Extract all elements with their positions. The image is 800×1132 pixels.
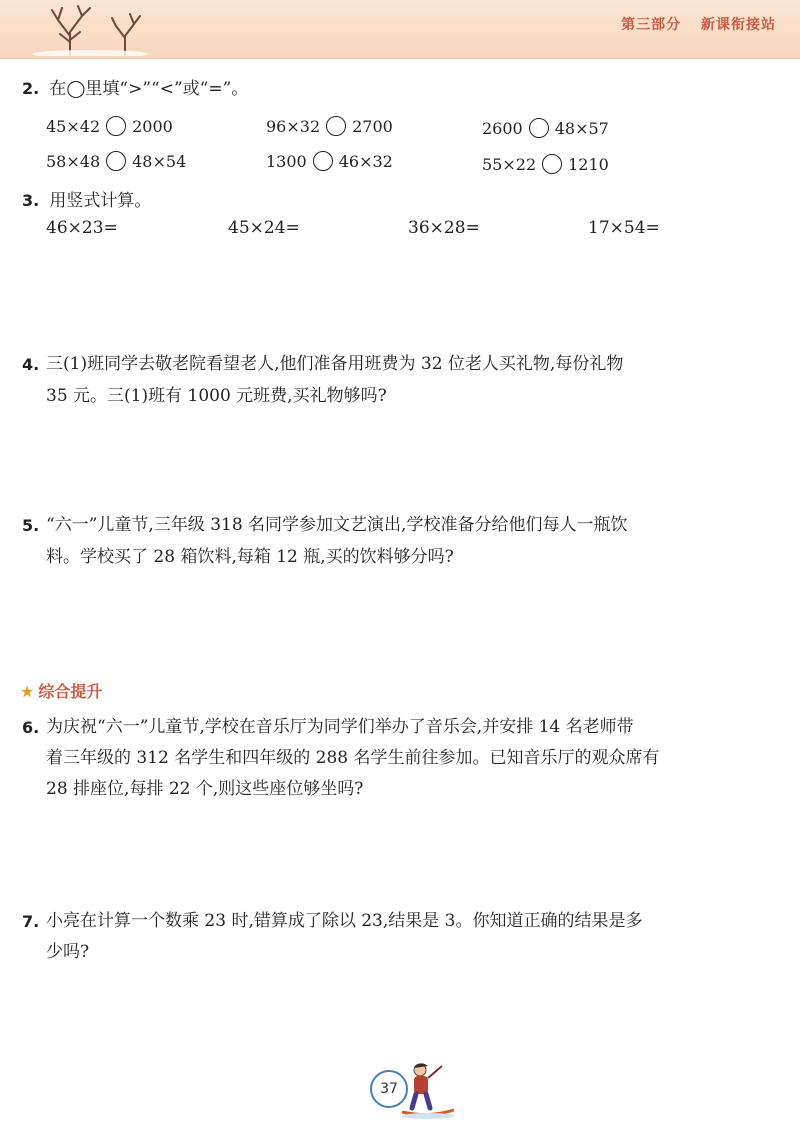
compare-item — [482, 154, 609, 174]
question-2-header — [22, 74, 248, 104]
question-text-line: 少吗? — [46, 942, 90, 962]
question-number: 3. — [22, 191, 40, 210]
compare-left: 55×22 — [482, 154, 537, 174]
compare-item — [46, 116, 173, 136]
compare-right: 46×32 — [338, 151, 393, 171]
question-text-line: 为庆祝“六一”儿童节,学校在音乐厅为同学们举办了音乐会,并安排 14 名老师带 — [46, 717, 634, 737]
question-text-line: 小亮在计算一个数乘 23 时,错算成了除以 23,结果是 3。你知道正确的结果是多 — [46, 911, 643, 931]
question-text-line: 料。学校买了 28 箱饮料,每箱 12 瓶,买的饮料够分吗? — [46, 547, 454, 567]
compare-right: 2000 — [132, 116, 173, 136]
question-text-line: “六一”儿童节,三年级 318 名同学参加文艺演出,学校准备分给他们每人一瓶饮 — [46, 515, 628, 535]
calc-item: 46×23= — [46, 218, 118, 238]
calc-item: 45×24= — [228, 218, 300, 238]
page-header — [0, 0, 800, 59]
question-text-line: 三(1)班同学去敬老院看望老人,他们准备用班费为 32 位老人买礼物,每份礼物 — [46, 354, 624, 374]
calc-item: 36×28= — [408, 218, 480, 238]
page-number: 37 — [370, 1070, 408, 1108]
question-7 — [22, 907, 44, 937]
header-part: 第三部分 — [621, 17, 682, 33]
question-text-line: 35 元。三(1)班有 1000 元班费,买礼物够吗? — [46, 386, 387, 406]
answer-circle[interactable] — [326, 116, 346, 136]
section-title-text: 综合提升 — [38, 682, 103, 701]
answer-circle[interactable] — [106, 116, 126, 136]
question-number: 7. — [22, 912, 40, 931]
compare-right: 48×54 — [132, 151, 187, 171]
question-5 — [22, 511, 44, 541]
question-prompt: 用竖式计算。 — [49, 191, 152, 211]
compare-right: 48×57 — [554, 118, 609, 138]
compare-left: 58×48 — [46, 151, 101, 171]
star-icon: ★ — [20, 682, 35, 701]
question-number: 4. — [22, 355, 40, 374]
question-number: 5. — [22, 516, 40, 535]
compare-item — [482, 118, 609, 138]
question-4 — [22, 350, 44, 380]
answer-circle[interactable] — [313, 151, 333, 171]
question-6 — [22, 713, 44, 743]
calc-item: 17×54= — [588, 218, 660, 238]
compare-right: 2700 — [352, 116, 393, 136]
winter-trees-illustration — [30, 2, 160, 56]
header-label — [607, 14, 776, 34]
compare-left: 45×42 — [46, 116, 101, 136]
question-text-line: 28 排座位,每排 22 个,则这些座位够坐吗? — [46, 779, 364, 799]
answer-circle[interactable] — [106, 151, 126, 171]
question-prompt: 在◯里填“>”“<”或“=”。 — [49, 79, 249, 99]
compare-right: 1210 — [568, 154, 609, 174]
header-section: 新课衔接站 — [701, 17, 776, 33]
answer-circle[interactable] — [542, 154, 562, 174]
compare-left: 2600 — [482, 118, 523, 138]
compare-item — [266, 116, 393, 136]
answer-circle[interactable] — [529, 118, 549, 138]
compare-left: 1300 — [266, 151, 307, 171]
section-title — [20, 679, 102, 702]
page-footer — [370, 1060, 460, 1120]
skier-illustration — [398, 1060, 458, 1120]
compare-item — [266, 151, 393, 171]
question-3-header — [22, 186, 151, 216]
compare-item — [46, 151, 186, 171]
compare-left: 96×32 — [266, 116, 321, 136]
question-number: 2. — [22, 79, 40, 98]
question-number: 6. — [22, 718, 40, 737]
question-text-line: 着三年级的 312 名学生和四年级的 288 名学生前往参加。已知音乐厅的观众席有 — [46, 748, 660, 768]
